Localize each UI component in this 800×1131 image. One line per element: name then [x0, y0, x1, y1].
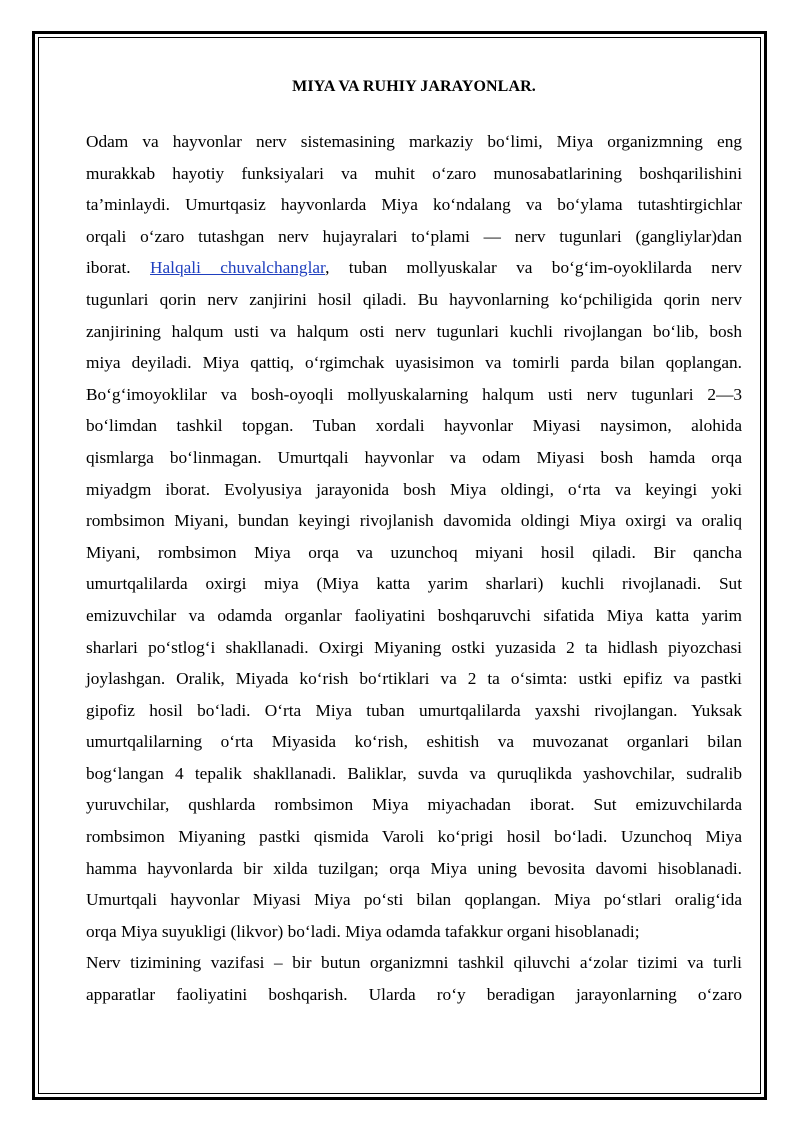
text-line: murakkab hayotiy funksiyalari va muhit o‘zaro munosabatlarining boshqarilishini — [86, 163, 742, 183]
text-line: orqali o‘zaro tutashgan nerv hujayralari to‘plami — nerv tugunlari (gangliylar)dan — [86, 226, 742, 246]
text-line: umurtqalilarda oxirgi miya (Miya katta yarim sharlari) kuchli rivojlanadi. Sut — [86, 574, 742, 594]
text-line: sharlari po‘stlog‘i shakllanadi. Oxirgi Miyaning ostki yuzasida 2 ta hidlash piyozchasi — [86, 637, 742, 657]
text-line-last: orqa Miya suyukligi (likvor) bo‘ladi. Miya odamda tafakkur organi hisoblanadi; — [86, 921, 640, 941]
text-line: hamma hayvonlarda bir xilda tuzilgan; orqa Miya uning bevosita davomi hisoblanadi. — [86, 858, 742, 878]
text-line: bo‘limdan tashkil topgan. Tuban xordali hayvonlar Miyasi naysimon, alohida — [86, 416, 742, 436]
paragraph-2 — [86, 947, 742, 1010]
text-line: bog‘langan 4 tepalik shakllanadi. Baliklar, suvda va quruqlikda yashovchilar, sudralib — [86, 763, 742, 783]
text-line: umurtqalilarning o‘rta Miyasida ko‘rish, eshitish va muvozanat organlari bilan — [86, 732, 742, 752]
text-line: apparatlar faoliyatini boshqarish. Ularda ro‘y beradigan jarayonlarning o‘zaro — [86, 985, 742, 1005]
text-line: zanjirining halqum usti va halqum osti nerv tugunlari kuchli rivojlangan bo‘lib, bosh — [86, 321, 742, 341]
text-line: tugunlari qorin nerv zanjirini hosil qiladi. Bu hayvonlarning ko‘pchiligida qorin nerv — [86, 289, 742, 309]
text-line: Nerv tizimining vazifasi – bir butun organizmni tashkil qiluvchi a‘zolar tizimi va turli — [86, 953, 742, 973]
text-line: yuruvchilar, qushlarda rombsimon Miya miyachadan iborat. Sut emizuvchilarda — [86, 795, 742, 815]
document-body — [86, 72, 742, 1011]
text-line: gipofiz hosil bo‘ladi. O‘rta Miya tuban umurtqalilarda yaxshi rivojlangan. Yuksak — [86, 700, 742, 720]
text-line: emizuvchilar va odamda organlar faoliyatini boshqaruvchi sifatida Miya katta yarim — [86, 605, 742, 625]
paragraph-1 — [86, 126, 742, 947]
halqali-chuvalchanglar-link[interactable]: Halqali chuvalchanglar — [150, 258, 326, 278]
document-title: MIYA VA RUHIY JARAYONLAR. — [292, 78, 536, 95]
text-line: rombsimon Miyaning pastki qismida Varoli ko‘prigi hosil bo‘ladi. Uzunchoq Miya — [86, 827, 742, 847]
text-line: miyadgm iborat. Evolyusiya jarayonida bosh Miya oldingi, o‘rta va keyingi yoki — [86, 479, 742, 499]
text-line: qismlarga bo‘linmagan. Umurtqali hayvonlar va odam Miyasi bosh hamda orqa — [86, 447, 742, 467]
text-line: rombsimon Miyani, bundan keyingi rivojlanish davomida oldingi Miya oxirgi va oraliq — [86, 511, 742, 531]
text-fragment: iborat. — [86, 258, 131, 278]
text-fragment: , tuban mollyuskalar va bo‘g‘im-oyoklilarda nerv — [325, 258, 743, 278]
text-line: Bo‘g‘imoyoklilar va bosh-oyoqli mollyuskalarning halqum usti nerv tugunlari 2—3 — [86, 384, 742, 404]
text-line-with-link — [86, 252, 742, 284]
text-line: Umurtqali hayvonlar Miyasi Miya po‘sti bilan qoplangan. Miya po‘stlari oralig‘ida — [86, 890, 742, 910]
text-line: Odam va hayvonlar nerv sistemasining markaziy bo‘limi, Miya organizmning eng — [86, 132, 742, 151]
text-line: ta’minlaydi. Umurtqasiz hayvonlarda Miya ko‘ndalang va bo‘ylama tutashtirgichlar — [86, 195, 742, 215]
text-line: Miyani, rombsimon Miya orqa va uzunchoq miyani hosil qiladi. Bir qancha — [86, 542, 742, 562]
text-line: joylashgan. Oralik, Miyada ko‘rish bo‘rtiklari va 2 ta o‘simta: ustki epifiz va pastki — [86, 669, 742, 689]
text-line: miya deyiladi. Miya qattiq, o‘rgimchak uyasisimon va tomirli parda bilan qoplangan. — [86, 353, 742, 373]
